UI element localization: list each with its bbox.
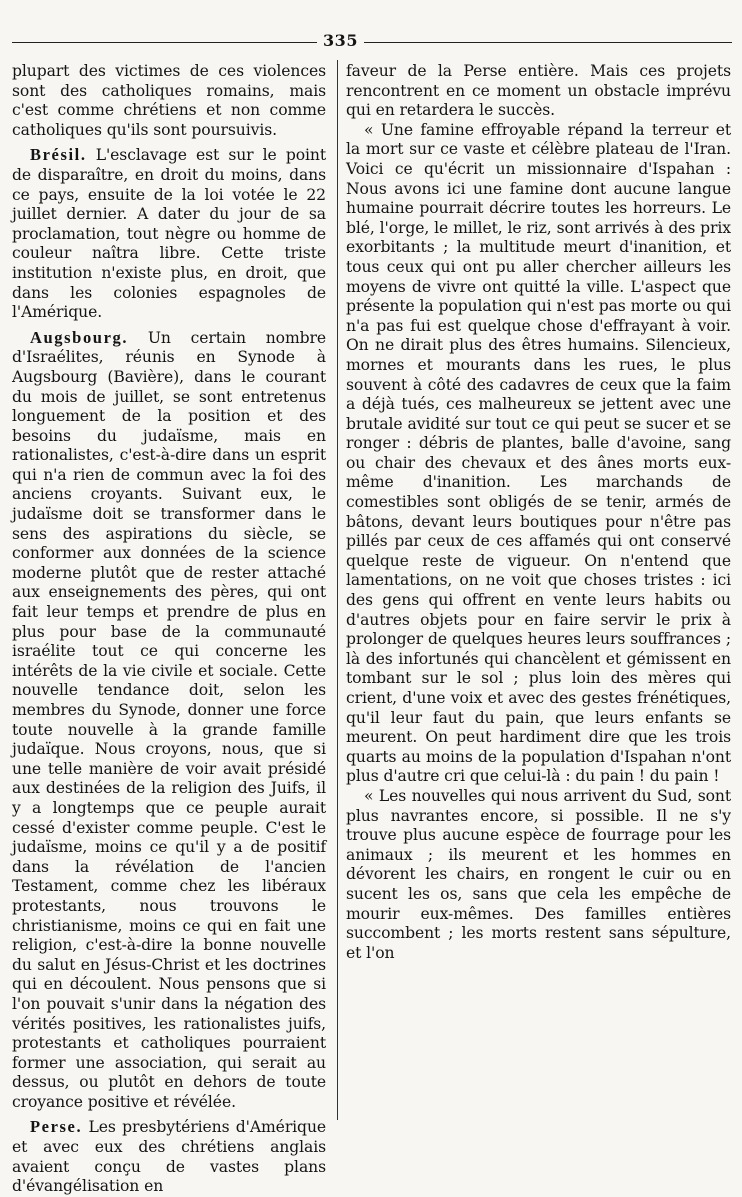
text-bresil: L'esclavage est sur le point de disparaître, en droit du moins, dans ce pays, ensuite de la loi votée le 22 juillet dernier. A dater du jour de sa proclamation, tout nègre ou homme de couleur naîtra libre. Cette triste institution n'existe plus, en droit, que dans les colonies espagnoles de l'Amérique.	[12, 146, 326, 322]
heading-bresil: Brésil.	[30, 145, 87, 165]
text-augsbourg: Un certain nombre d'Israélites, réunis en Synode à Augsbourg (Bavière), dans le courant du mois de juillet, se sont entretenus longuement de la position et des besoins du judaïsme, mais en rationalistes, c'est-à-dire dans un esprit qui n'a rien de commun avec la foi des anciens croyants. Suivant eux, le judaïsme doit se transformer dans le sens des aspirations du siècle, se conformer aux données de la science moderne plutôt que de rester attaché aux enseignements des pères, qui ont fait leur temps et prendre de plus en plus pour base de la communauté israélite tout ce qui concerne les intérêts de la vie civile et sociale. Cette nouvelle tendance doit, selon les membres du Synode, donner une force toute nouvelle à la grande famille judaïque. Nous croyons, nous, que si une telle manière de voir avait présidé aux destinées de la religion des Juifs, il y a longtemps que ce peuple aurait cessé d'exister comme peuple. C'est le judaïsme, moins ce qu'il y a de positif dans la révélation de l'ancien Testament, comme chez les libéraux protestants, nous trouvons le christianisme, moins ce qui en fait une religion, c'est-à-dire la bonne nouvelle du salut en Jésus-Christ et les doctrines qui en découlent. Nous pensons que si l'on pouvait s'unir dans la négation des vérités positives, les rationalistes juifs, protestants et catholiques pourraient former une association, qui serait au dessus, ou plutôt en dehors de toute croyance positive et révélée.	[12, 328, 326, 1111]
column-divider	[337, 60, 338, 1120]
left-column	[12, 62, 326, 1197]
heading-augsbourg: Augsbourg.	[30, 327, 129, 347]
paragraph-continuation: plupart des victimes de ces violences sont des catholiques romains, mais c'est comme chrétiens et non comme catholiques qu'ils sont poursuivis.	[12, 62, 326, 139]
header-rule-left	[12, 42, 317, 43]
paragraph-nouvelles-sud: « Les nouvelles qui nous arrivent du Sud, sont plus navrantes encore, si possible. Il ne s'y trouve plus aucune espèce de fourrage pour les animaux ; ils meurent et les hommes en dévorent les chairs, en rongent le cuir ou en sucent les os, sans que cela les empêche de mourir eux-mêmes. Des familles entières succombent ; les morts restent sans sépulture, et l'on	[346, 786, 731, 962]
heading-perse: Perse.	[30, 1117, 83, 1137]
paragraph-famine: « Une famine effroyable répand la terreur et la mort sur ce vaste et célèbre plateau de l'Iran. Voici ce qu'écrit un missionnaire d'Ispahan : Nous avons ici une famine dont aucune langue humaine pourrait décrire toutes les horreurs. Le blé, l'orge, le millet, le riz, sont arrivés à des prix exorbitants ; la multitude meurt d'inanition, et tous ceux qui ont pu aller chercher ailleurs les moyens de vivre ont quitté la ville. L'aspect que présente la population qui n'est pas morte ou qui n'a pas fui est quelque chose d'effrayant à voir. On ne dirait plus des êtres humains. Silencieux, mornes et mourants dans les rues, le plus souvent à côté des cadavres de ceux que la faim a déjà tués, ces malheureux se jettent avec une brutale avidité sur tout ce qui peut se sucer et se ronger : débris de plantes, balle d'avoine, sang ou chair des chevaux et des ânes morts eux-même d'inanition. Les marchands de comestibles sont obligés de se tenir, armés de bâtons, devant leurs boutiques pour n'être pas pillés par ceux de ces affamés qui ont conservé quelque reste de vigueur. On n'entend que lamentations, on ne voit que choses tristes : ici des gens qui offrent en vente leurs habits ou d'autres objets pour en faire servir le prix à prolonger de quelques heures leurs souffrances ; là des infortunés qui chancèlent et gémissent en tombant sur le sol ; plus loin des mères qui crient, d'une voix et avec des gestes frénétiques, qu'il leur faut du pain, que leurs enfants se meurent. On peut hardiment dire que les trois quarts au moins de la population d'Ispahan n'ont plus d'autre cri que celui-là : du pain ! du pain !	[346, 120, 731, 786]
paragraph-continuation-right: faveur de la Perse entière. Mais ces projets rencontrent en ce moment un obstacle imprévu qui en retardera le succès.	[346, 62, 731, 120]
right-column	[346, 62, 731, 963]
page-number: 335	[323, 31, 358, 50]
paragraph-perse	[12, 1117, 326, 1196]
paragraph-augsbourg	[12, 328, 326, 1113]
paragraph-bresil	[12, 145, 326, 322]
text-perse: Les presbytériens d'Amérique et avec eux des chrétiens anglais avaient conçu de vastes plans d'évangélisation en	[12, 1118, 327, 1196]
page-header	[12, 31, 732, 51]
header-rule-right	[364, 42, 732, 43]
